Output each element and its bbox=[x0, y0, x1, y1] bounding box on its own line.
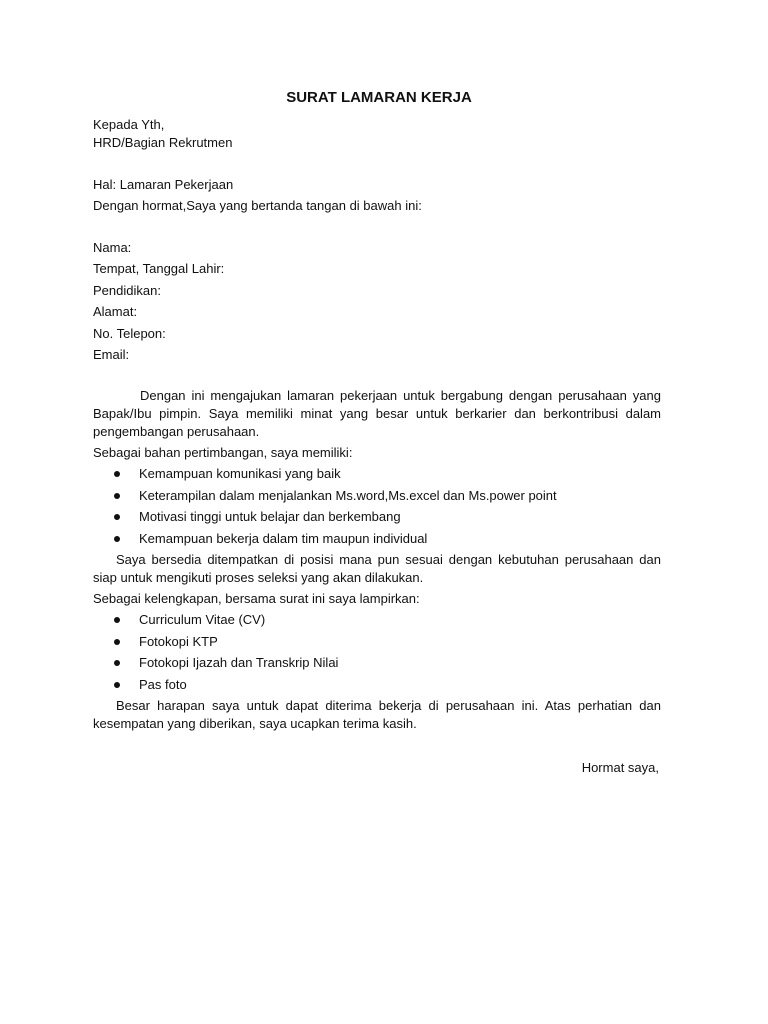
spacer bbox=[93, 152, 661, 176]
letter-title: SURAT LAMARAN KERJA bbox=[286, 89, 472, 106]
skills-list bbox=[93, 465, 661, 548]
recipient-line-1: Kepada Yth, bbox=[93, 117, 165, 132]
spacer bbox=[93, 215, 661, 236]
list-item bbox=[93, 530, 661, 548]
list-item bbox=[93, 611, 661, 629]
attachment-text: Curriculum Vitae (CV) bbox=[139, 612, 266, 628]
attachments-intro: Sebagai kelengkapan, bersama surat ini saya lampirkan: bbox=[93, 591, 420, 607]
list-item bbox=[93, 487, 661, 505]
bullet-icon bbox=[114, 660, 120, 666]
signoff: Hormat saya, bbox=[581, 760, 659, 776]
field-pendidikan: Pendidikan: bbox=[93, 282, 161, 298]
list-item bbox=[93, 465, 661, 483]
bullet-icon bbox=[114, 514, 120, 520]
intro-paragraph: Dengan ini mengajukan lamaran pekerjaan untuk bergabung dengan perusahaan yang Bapak/Ibu pimpin. Saya memiliki minat yang besar untuk berkarier dan berkontribusi dalam pengembangan perusahaan. bbox=[93, 388, 661, 440]
bullet-icon bbox=[114, 536, 120, 542]
skill-text: Keterampilan dalam menjalankan Ms.word,Ms.excel dan Ms.power point bbox=[139, 487, 557, 503]
attachments-list bbox=[93, 611, 661, 694]
field-alamat: Alamat: bbox=[93, 304, 138, 320]
bullet-icon bbox=[114, 493, 120, 499]
field-no-telepon: No. Telepon: bbox=[93, 325, 166, 341]
letter-body bbox=[93, 86, 661, 777]
field-nama: Nama: bbox=[93, 240, 132, 255]
subject-line: Hal: Lamaran Pekerjaan bbox=[93, 177, 234, 192]
greeting-line: Dengan hormat,Saya yang bertanda tangan di bawah ini: bbox=[93, 198, 422, 213]
list-item bbox=[93, 633, 661, 651]
spacer bbox=[93, 367, 661, 384]
field-email: Email: bbox=[93, 346, 130, 362]
recipient-line-2: HRD/Bagian Rekrutmen bbox=[93, 135, 233, 150]
availability-paragraph: Saya bersedia ditempatkan di posisi mana pun sesuai dengan kebutuhan perusahaan dan siap untuk mengikuti proses seleksi yang akan dilakukan. bbox=[93, 552, 661, 586]
skill-text: Kemampuan bekerja dalam tim maupun individual bbox=[139, 530, 428, 546]
bullet-icon bbox=[114, 471, 120, 477]
bullet-icon bbox=[114, 617, 120, 623]
bullet-icon bbox=[114, 682, 120, 688]
skills-intro: Sebagai bahan pertimbangan, saya memiliki: bbox=[93, 445, 353, 461]
field-tempat-tanggal-lahir: Tempat, Tanggal Lahir: bbox=[93, 261, 225, 277]
list-item bbox=[93, 654, 661, 672]
list-item bbox=[93, 676, 661, 694]
list-item bbox=[93, 508, 661, 526]
attachment-text: Fotokopi Ijazah dan Transkrip Nilai bbox=[139, 655, 339, 671]
bullet-icon bbox=[114, 639, 120, 645]
skill-text: Motivasi tinggi untuk belajar dan berkembang bbox=[139, 509, 401, 525]
closing-paragraph: Besar harapan saya untuk dapat diterima bekerja di perusahaan ini. Atas perhatian dan kesempatan yang diberikan, saya ucapkan terima kasih. bbox=[93, 698, 661, 732]
skill-text: Kemampuan komunikasi yang baik bbox=[139, 466, 341, 482]
personal-fields bbox=[93, 239, 661, 364]
attachment-text: Fotokopi KTP bbox=[139, 633, 218, 649]
attachment-text: Pas foto bbox=[139, 676, 187, 692]
